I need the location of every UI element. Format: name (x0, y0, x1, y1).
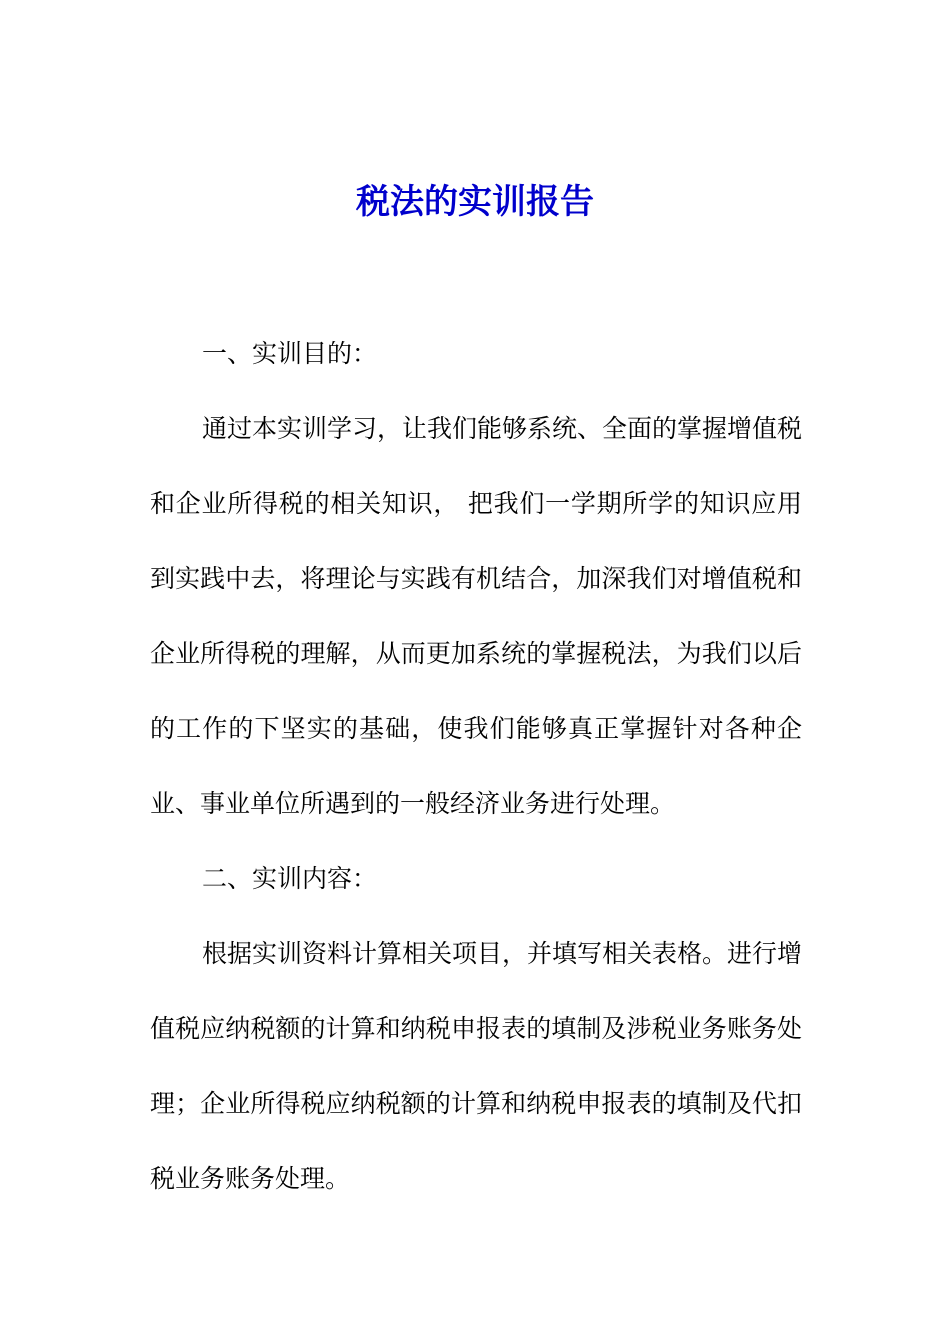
document-title: 税法的实训报告 (356, 182, 594, 222)
section-paragraph-content: 根据实训资料计算相关项目，并填写相关表格。进行增值税应纳税额的计算和纳税申报表的填制及涉税业务账务处理；企业所得税应纳税额的计算和纳税申报表的填制及代扣税业务账务处理。 (150, 939, 803, 1193)
section-heading-content: 二、实训内容： (202, 864, 378, 893)
document-body (150, 316, 802, 1216)
section-paragraph-purpose: 通过本实训学习，让我们能够系统、全面的掌握增值税和企业所得税的相关知识， 把我们一学期所学的知识应用到实践中去，将理论与实践有机结合，加深我们对增值税和企业所得税的理解，从而更加系统的掌握税法，为我们以后的工作的下坚实的基础，使我们能够真正掌握针对各种企业、事业单位所遇到的一般经济业务进行处理。 (150, 414, 803, 818)
section-heading-purpose: 一、实训目的： (202, 339, 378, 368)
